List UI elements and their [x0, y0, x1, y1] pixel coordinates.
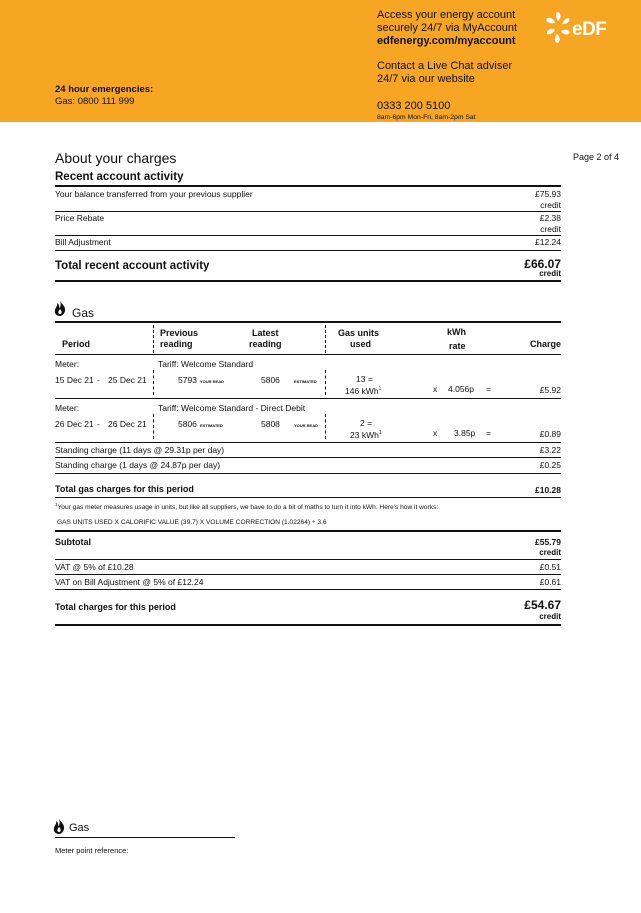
emergency-gas-number: Gas: 0800 111 999 — [55, 96, 135, 107]
divider — [55, 185, 561, 187]
meter-label: Meter: — [55, 403, 80, 413]
emergency-info — [55, 84, 153, 108]
divider — [55, 354, 561, 355]
about-title: About your charges — [55, 150, 177, 166]
total-recent-amount: £66.07 — [524, 257, 561, 271]
phone-hours: 8am-6pm Mon-Fri, 8am-2pm Sat — [377, 114, 476, 121]
divider — [55, 589, 561, 590]
col-header-previous-sub: reading — [160, 339, 193, 349]
divider — [55, 473, 561, 474]
total-charges-label: Total charges for this period — [55, 602, 176, 612]
divider — [55, 211, 561, 212]
meter-rate: 4.056p — [448, 384, 474, 394]
col-header-units: Gas units — [338, 328, 380, 338]
total-charges-note: credit — [539, 612, 561, 621]
meter-latest-reading: 5808 — [261, 419, 280, 429]
meter-period-to: 26 Dec 21 — [108, 419, 147, 429]
meter-tariff: Tariff: Welcome Standard — [158, 359, 254, 369]
meter-latest-type: ESTIMATED — [294, 379, 317, 384]
divider — [55, 530, 561, 532]
meter-charge: £5.92 — [539, 385, 561, 395]
divider — [55, 497, 561, 498]
meter-tariff: Tariff: Welcome Standard - Direct Debit — [158, 403, 306, 413]
activity-row-amount: £12.24 — [535, 237, 561, 247]
col-header-charge: Charge — [529, 339, 561, 349]
meter-period-to: 25 Dec 21 — [108, 375, 147, 385]
col-header-kwh: kWh — [447, 327, 466, 337]
meter-rate: 3.85p — [454, 428, 476, 438]
emergency-title: 24 hour emergencies: — [55, 84, 154, 95]
col-header-units-sub: used — [350, 339, 372, 349]
meter-previous-reading: 5793 — [178, 375, 197, 385]
activity-row-amount: £2.38 — [539, 213, 561, 223]
column-separator — [325, 370, 326, 395]
divider — [55, 837, 235, 838]
meter-kwh: 146 kWh$^1$ — [345, 385, 382, 396]
meter-point-reference-label: Meter point reference: — [55, 846, 129, 855]
activity-row-amount: £75.93 — [535, 189, 561, 199]
divider — [55, 457, 561, 458]
account-url-link[interactable]: edfenergy.com/myaccount — [377, 35, 516, 47]
divider — [55, 280, 561, 282]
col-header-latest: Latest — [252, 328, 279, 338]
account-line-2: securely 24/7 via MyAccount — [377, 22, 518, 34]
divider — [55, 321, 561, 323]
total-recent-note: credit — [539, 269, 561, 278]
gas-formula: GAS UNITS USED X CALORIFIC VALUE (39.7) X VOLUME CORRECTION (1.02264) ÷ 3.6 — [57, 519, 327, 526]
meter-previous-type: ESTIMATED — [200, 423, 223, 428]
column-separator — [153, 325, 154, 353]
meter-previous-reading: 5806 — [178, 419, 197, 429]
divider — [55, 574, 561, 575]
flame-icon — [54, 300, 66, 316]
subtotal-label: Subtotal — [55, 537, 91, 547]
divider — [55, 235, 561, 236]
header-banner — [0, 0, 641, 122]
standing-charge-label: Standing charge (1 days @ 24.87p per day) — [55, 460, 221, 470]
meter-period-from: 26 Dec 21 — [55, 419, 94, 429]
meter-units: 2 = — [360, 418, 373, 428]
gas-total-label: Total gas charges for this period — [55, 484, 194, 494]
col-header-period: Period — [62, 339, 91, 349]
divider — [55, 624, 561, 626]
standing-charge-amount: £0.25 — [539, 460, 561, 470]
gas-total-amount: £10.28 — [535, 485, 561, 495]
subtotal-amount: £55.79 — [535, 537, 561, 547]
column-separator — [325, 325, 326, 353]
meter-kwh: 23 kWh$^1$ — [350, 429, 382, 440]
divider — [55, 398, 561, 399]
activity-row-label: Your balance transferred from your previous supplier — [55, 189, 253, 199]
vat-amount: £0.51 — [539, 562, 561, 572]
meter-latest-reading: 5806 — [261, 375, 280, 385]
vat-adjustment-label: VAT on Bill Adjustment @ 5% of £12.24 — [55, 577, 204, 587]
divider — [55, 559, 561, 560]
total-recent-label: Total recent account activity — [55, 260, 210, 272]
subtotal-note: credit — [539, 548, 561, 557]
flame-icon — [53, 818, 65, 834]
divider — [55, 442, 561, 443]
column-separator — [325, 414, 326, 439]
vat-adjustment-amount: £0.61 — [539, 577, 561, 587]
vat-label: VAT @ 5% of £10.28 — [55, 562, 134, 572]
activity-row-note: credit — [540, 224, 561, 234]
meter-period-sep: - — [97, 419, 100, 429]
meter-equals: = — [486, 384, 491, 394]
recent-activity-title: Recent account activity — [55, 171, 184, 183]
standing-charge-amount: £3.22 — [539, 445, 561, 455]
col-header-previous: Previous — [160, 328, 199, 338]
activity-row-note: credit — [540, 200, 561, 210]
standing-charge-label: Standing charge (11 days @ 29.31p per day) — [55, 445, 225, 455]
divider — [55, 250, 561, 251]
meter-times: x — [433, 384, 438, 394]
meter-charge: £0.89 — [539, 429, 561, 439]
meter-equals: = — [486, 428, 491, 438]
gas-footnote: $^1$Your gas meter measures usage in units, but like all suppliers, we have to do a bit of maths to turn it into kWh. Here's how it works: — [55, 502, 439, 512]
phone-number: 0333 200 5100 — [377, 100, 451, 112]
activity-row-label: Bill Adjustment — [55, 237, 111, 247]
meter-latest-type: YOUR READ — [294, 423, 319, 428]
gas-section-title: Gas — [72, 306, 95, 320]
col-header-latest-sub: reading — [249, 339, 282, 349]
chat-line-1: Contact a Live Chat adviser — [377, 60, 513, 72]
contact-info — [377, 9, 517, 122]
activity-row-label: Price Rebate — [55, 213, 105, 223]
column-separator — [153, 414, 154, 439]
page-number: Page 2 of 4 — [573, 152, 620, 162]
total-charges-amount: £54.67 — [524, 598, 561, 612]
col-header-rate: rate — [449, 341, 466, 351]
meter-previous-type: YOUR READ — [200, 379, 225, 384]
meter-units: 13 = — [356, 374, 373, 384]
edf-sun-icon — [544, 10, 574, 46]
edf-logo — [544, 10, 614, 46]
footer-gas-title: Gas — [69, 822, 90, 834]
meter-period-sep: - — [97, 375, 100, 385]
logo-text: eDF — [572, 19, 607, 40]
account-line-1: Access your energy account — [377, 9, 516, 21]
meter-label: Meter: — [55, 359, 80, 369]
column-separator — [153, 370, 154, 395]
meter-period-from: 15 Dec 21 — [55, 375, 94, 385]
meter-times: x — [433, 428, 438, 438]
chat-line-2: 24/7 via our website — [377, 73, 475, 85]
